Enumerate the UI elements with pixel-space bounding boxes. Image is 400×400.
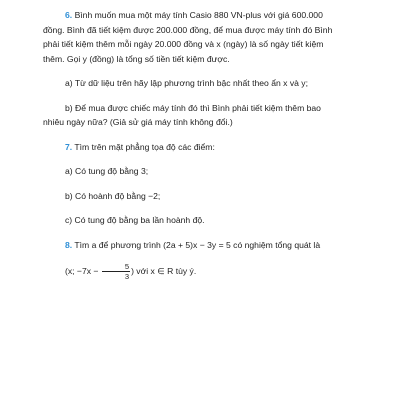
problem-7-text: Tìm trên mặt phẳng tọa độ các điểm: [74, 141, 215, 152]
problem-6-part-b-line-2: nhiêu ngày nữa? (Giả sử giá máy tính không đổi.) [43, 117, 233, 127]
problem-6-number: 6. [65, 10, 73, 20]
problem-8-formula [43, 260, 365, 282]
problem-6-line-2: đồng. Bình đã tiết kiệm được 200.000 đồng, để mua được máy tính đó Bình [43, 24, 333, 35]
problem-7-part-c: c) Có tung độ bằng ba lần hoành độ. [65, 215, 205, 225]
fraction-numerator: 5 [102, 262, 130, 272]
document-page [43, 0, 365, 282]
problem-6-line-3: phải tiết kiệm thêm mỗi ngày 20.000 đồng và x (ngày) là số ngày tiết kiệm [43, 39, 324, 49]
problem-8-text: Tìm a để phương trình (2a + 5)x − 3y = 5 có nghiệm tổng quát là [74, 239, 321, 250]
fraction-denominator: 3 [124, 272, 130, 282]
problem-6-part-b-line-1: b) Để mua được chiếc máy tính đó thì Bình phải tiết kiệm thêm bao [65, 102, 321, 113]
problem-6-part-a: a) Từ dữ liệu trên hãy lập phương trình bậc nhất theo ẩn x và y; [65, 78, 308, 88]
problem-6-line-1 [43, 8, 365, 23]
problem-7-number: 7. [65, 141, 73, 152]
problem-6-line-4: thêm. Gọi y (đồng) là tổng số tiền tiết kiệm được. [43, 53, 230, 64]
problem-6-text-1: Bình muốn mua một máy tính Casio 880 VN-plus với giá 600.000 [74, 10, 323, 20]
formula-fraction [102, 262, 130, 281]
problem-7-part-a: a) Có tung độ bằng 3; [65, 166, 149, 176]
problem-7-part-b: b) Có hoành độ bằng −2; [65, 190, 161, 201]
problem-7-title [43, 140, 365, 155]
problem-8-title [43, 238, 365, 253]
formula-prefix: (x; −7x − [65, 266, 99, 276]
problem-8-number: 8. [65, 239, 73, 250]
formula-suffix: ) với x ∈ R tùy ý. [131, 266, 197, 276]
